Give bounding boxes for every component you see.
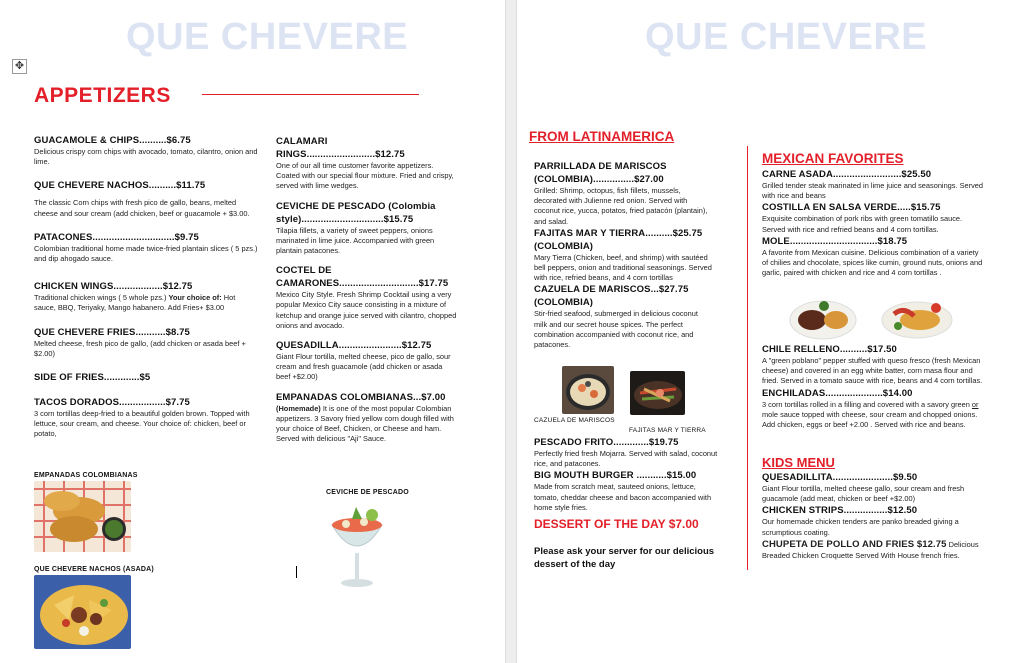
item-desc: 3 corn tortillas rolled in a filling and covered with a savory green or mole sauce topped with cheese, sour cream and chopped onions. Add chicken, eggs or beef +2.00 . Served with rice and beans. [762,399,979,430]
menu-item [762,387,984,431]
item-name: CHILE RELLENO..........$17.50 [762,344,897,355]
item-name: BIG MOUTH BURGER ...........$15.00 [534,470,697,482]
watermark-left: QUE CHEVERE [126,16,409,58]
fajitas-photo [630,371,685,415]
item-desc: Tilapia fillets, a variety of sweet peppers, onions marinated in lime juice. Accompanied with green plantain patacones. [276,225,435,256]
item-name: CHICKEN WINGS..................$12.75 [34,281,193,293]
text-cursor [296,566,297,578]
menu-item [534,227,712,284]
cazuela-photo [562,366,614,414]
item-name: TACOS DORADOS.................$7.75 [34,397,190,409]
item-name: PATACONES..............................$9.75 [34,231,199,243]
menu-item [34,280,259,313]
nachos-photo [34,575,131,649]
mexican-col [762,168,984,278]
menu-item [34,371,259,384]
menu-item [34,326,259,359]
menu-item [34,231,259,264]
menu-item [762,471,984,504]
menu-page-left [0,0,505,663]
item-desc: Grilled: Shrimp, octopus, fish fillets, mussels, decorated with Julienne red onion. Served with coconut rice, yucca, potatos, fried patacón (plantain), and salad. [534,186,708,226]
appetizers-col-2 [276,135,458,444]
item-desc: Grilled tender steak marinated in lime juice and seasonings. Served with rice and beans [762,181,984,201]
page-gutter [505,0,517,663]
table-move-handle-icon[interactable]: ✥ [12,59,27,74]
item-desc: (Homemade) It is one of the most popular Colombian appetizers. 3 Savory fried yellow corn dough filled with your choice of Beef, Chicken, or Cheese and ham. Served with delicious "Aji" Sauce. [276,403,454,444]
item-name: MOLE................................$18.75 [762,235,908,247]
menu-item [762,201,984,234]
item-desc: One of our all time customer favorite appetizers. Coated with our special flour mixture. Fried and crispy, served with lime wedges. [276,161,454,191]
menu-item [34,134,259,167]
item-name: PARRILLADA DE MARISCOS (COLOMBIA)...............$27.00 [534,161,667,185]
column-divider [747,146,748,570]
item-desc: Perfectly fried fresh Mojarra. Served with salad, coconut rice, and patacones. [534,449,718,469]
item-name: GUACAMOLE & CHIPS..........$6.75 [34,135,191,146]
menu-item [762,504,984,537]
item-name: QUESADILLA.......................$12.75 [276,340,432,352]
item-name: COSTILLA EN SALSA VERDE.....$15.75 [762,202,941,214]
empanadas-photo [34,481,131,552]
item-desc: CHUPETA DE POLLO AND FRIES $12.75 Delicious Breaded Chicken Croquette Served With House french fries. [762,538,979,560]
caption-nachos: QUE CHEVERE NACHOS (ASADA) [34,566,154,573]
item-name: ENCHILADAS.....................$14.00 [762,387,913,399]
item-name: EMPANADAS COLOMBIANAS...$7.00 [276,391,446,403]
menu-item [276,339,458,383]
chile-relleno-photo [880,292,954,340]
menu-item [276,391,458,445]
watermark-right: QUE CHEVERE [645,16,928,58]
mole-photo [788,294,858,341]
item-desc: Colombian traditional home made twice-fried plantain slices ( 5 pzs.) and dip ahogado sauce. [34,243,258,264]
kids-heading: KIDS MENU [762,455,835,470]
item-name: FAJITAS MAR Y TIERRA..........$25.75 (COLOMBIA) [534,227,703,252]
caption-ceviche: CEVICHE DE PESCADO [326,489,409,496]
latinamerica-heading: FROM LATINAMERICA [529,129,675,144]
item-desc: Exquisite combination of pork ribs with green tomatillo sauce. Served with rice and refried beans and 4 corn tortillas. [762,214,963,234]
menu-item [534,469,720,513]
menu-item [762,235,984,279]
item-name: QUE CHEVERE FRIES...........$8.75 [34,326,190,338]
heading-rule [202,94,419,95]
item-name: CARNE ASADA.........................$25.50 [762,169,932,180]
menu-item [276,200,458,257]
dessert-heading: DESSERT OF THE DAY $7.00 [534,517,699,531]
item-desc: A favorite from Mexican cuisine. Delicious combination of a variety of chilies and chocolate, spices like cumin, ground nuts, onions and garlic, paired with chicken and rice and 4 corn tortillas . [762,247,983,278]
item-name: COCTEL DE CAMARONES.............................$17.75 [276,265,449,290]
menu-item [534,436,720,469]
appetizers-col-1 [34,134,259,440]
menu-item [276,135,458,192]
item-desc: Mary Tierra (Chicken, beef, and shrimp) with sautéed bell peppers, onion and traditional seasonings. Served with rice, refried beans, and 4 corn tortillas [534,252,712,283]
latin-col-2 [534,436,720,513]
menu-item [762,168,984,201]
caption-fajitas: FAJITAS MAR Y TIERRA [629,427,706,434]
item-desc: Made from scratch meat, sauteed onions, lettuce, tomato, cheddar cheese and bacon accompanied with home style fries. [534,482,712,512]
ceviche-photo [326,497,388,595]
menu-item [534,283,712,350]
menu-item [34,179,259,218]
mexican-col-2 [762,343,984,430]
caption-empanadas: EMPANADAS COLOMBIANAS [34,472,138,479]
appetizers-heading: APPETIZERS [34,84,171,107]
item-name: CHICKEN STRIPS................$12.50 [762,505,918,517]
item-name: QUESADILLITA......................$9.50 [762,472,918,483]
item-name: CEVICHE DE PESCADO (Colombia style)..............................$15.75 [276,200,436,225]
item-desc: Stir-fried seafood, submerged in delicious coconut milk and our secret house spices. The perfect combination accompanied with coconut rice, and patacones. [534,309,698,350]
dessert-note: Please ask your server for our delicious dessert of the day [534,546,715,570]
item-desc: Mexico City Style. Fresh Shrimp Cocktail using a very popular Mexico City sauce consisting in a mixture of ketchup and orange juice served with cilantro, chopped onions and avocado. [276,290,457,330]
menu-item [34,396,259,440]
menu-item [762,343,984,387]
item-desc: The classic Corn chips with fresh pico de gallo, beans, melted cheese and sour cream (add chicken, beef or guacamole + $3.00. [34,198,250,218]
item-desc: Our homemade chicken tenders are panko breaded giving a scrumptious coating. [762,517,959,537]
item-desc: A "green poblano" pepper stuffed with queso fresco (fresh Mexican cheese) and covered in an egg white batter, corn masa flour and fried. Served in a tomato sauce with rice, beans and 4 corn tortillas. [762,356,983,386]
item-name: PESCADO FRITO.............$19.75 [534,437,679,448]
item-desc: 3 corn tortillas deep-fried to a beautiful golden brown. Topped with lettuce, sour cream, and cheese. Your choice of: chicken, beef or potato, [34,409,250,439]
item-desc: Giant Flour tortilla, melted cheese gallo, sour cream and fresh guacamole (add meat, chicken or beef +$2.00) [762,484,965,504]
item-name: CAZUELA DE MARISCOS...$27.75 (COLOMBIA) [534,284,689,309]
caption-cazuela: CAZUELA DE MARISCOS [534,417,615,424]
item-name: CALAMARI RINGS.........................$12.75 [276,136,405,160]
item-desc: Melted cheese, fresh pico de gallo, (add chicken or asada beef + $2.00) [34,338,246,358]
item-name: QUE CHEVERE NACHOS..........$11.75 [34,180,206,192]
item-desc: Giant Flour tortilla, melted cheese, pico de gallo, sour cream and fresh guacamole (add chicken or asada beef +$2.00) [276,352,451,382]
item-desc: Traditional chicken wings ( 5 whole pzs.) Your choice of: Hot sauce, BBQ, Teriyaky, Mango habanero. Add Fries+ $3.00 [34,293,236,313]
kids-col [762,471,984,561]
menu-item [534,160,712,227]
menu-item [276,264,458,331]
menu-item [762,538,984,561]
item-desc: Delicious crispy corn chips with avocado, tomato, cilantro, onion and lime. [34,147,258,167]
latin-col [534,160,712,350]
item-name: SIDE OF FRIES.............$5 [34,372,151,384]
mexican-heading: MEXICAN FAVORITES [762,151,904,166]
